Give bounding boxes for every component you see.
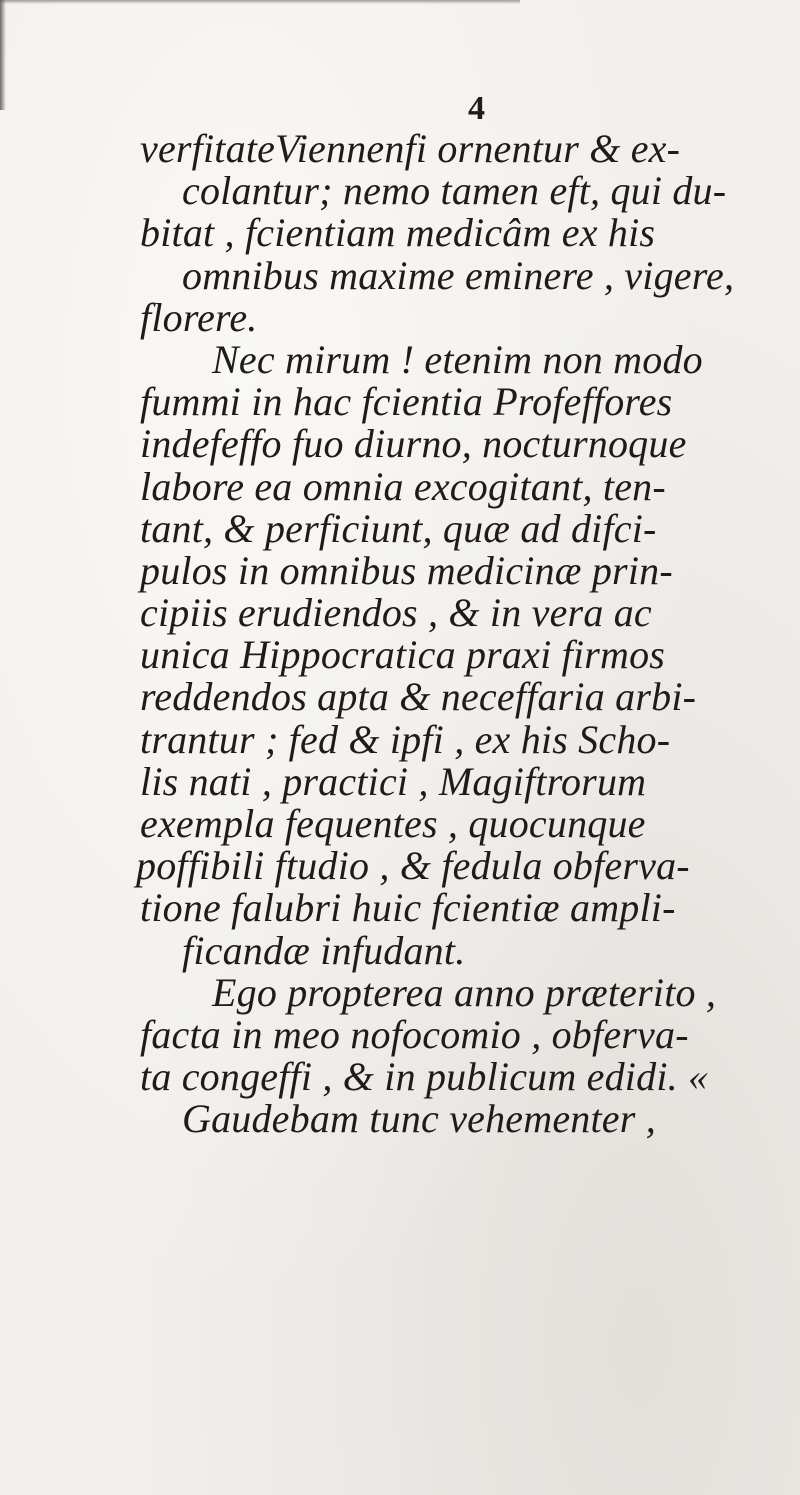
text-line: tant, & perficiunt, quæ ad difci- <box>140 505 657 551</box>
text-line: verfitateViennenfi ornentur & ex- <box>140 126 681 171</box>
text-line: exempla fequentes , quocunque <box>140 801 646 846</box>
text-line: poffibili ftudio , & fedula obferva- <box>136 843 690 889</box>
text-line: ficandæ infudant. <box>182 927 466 973</box>
text-line: colantur; nemo tamen eft, qui du- <box>182 168 727 214</box>
paragraph-start-line: Ego propterea anno præterito , <box>212 969 717 1015</box>
text-line: unica Hippocratica praxi firmos <box>140 632 666 678</box>
page-number: 4 <box>468 90 485 127</box>
text-line: cipiis erudiendos , & in vera ac <box>140 590 652 636</box>
text-line: tione falubri huic fcientiæ ampli- <box>140 885 676 931</box>
paragraph-start-line: Nec mirum ! etenim non modo <box>212 336 703 382</box>
page-top-shadow <box>0 0 520 4</box>
text-line: indefeffo fuo diurno, nocturnoque <box>140 421 687 467</box>
text-line: lis nati , practici , Magiftrorum <box>140 758 647 804</box>
text-line: bitat , fcientiam medicâm ex his <box>140 210 656 256</box>
text-line: ta congeffi , & in publicum edidi. « <box>140 1054 709 1100</box>
text-line: trantur ; fed & ipfi , ex his Scho- <box>140 716 671 762</box>
text-line: labore ea omnia excogitant, ten- <box>140 463 666 509</box>
text-line: omnibus maxime eminere , vigere, <box>182 252 735 298</box>
text-line: pulos in omnibus medicinæ prin- <box>140 547 673 593</box>
text-line: florere. <box>140 294 258 340</box>
text-line: facta in meo nofocomio , obferva- <box>140 1011 689 1057</box>
body-text <box>136 126 780 1142</box>
page-edge-shadow <box>0 0 6 110</box>
text-line: fummi in hac fcientia Profeffores <box>140 379 673 425</box>
text-line: reddendos apta & neceffaria arbi- <box>140 674 697 720</box>
text-line: Gaudebam tunc vehementer , <box>182 1096 656 1142</box>
